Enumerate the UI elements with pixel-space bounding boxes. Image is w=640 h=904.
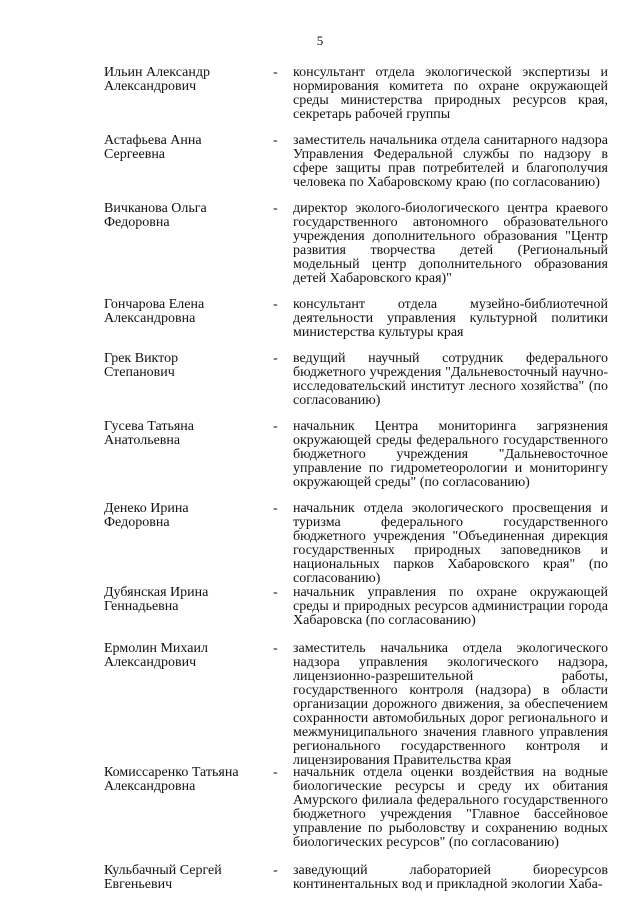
member-position: начальник отдела экологического просвещения и туризма федерального государственного бюджетного учреждения "Объединенная дирекция государственных природных заповедников и национальных парков Хабаровского края" (по согласованию) [293,501,608,586]
list-item [0,202,640,286]
member-position: начальник отдела оценки воздействия на водные биологические ресурсы и среду их обитания Амурского филиала федерального государственного бюджетного учреждения "Главное бассейновое управление по рыболовству и сохранению водных биологических ресурсов" (по согласованию) [293,765,608,850]
member-name [104,66,264,94]
list-item [0,298,640,340]
separator-dash: - [273,501,278,516]
list-item [0,766,640,850]
member-name-line-1: Дубянская Ирина [104,585,209,600]
member-name-line-2: Сергеевна [104,147,166,162]
member-name [104,502,264,530]
page-number: 5 [316,33,324,48]
list-item [0,501,640,586]
member-list [0,66,640,892]
member-name-line-1: Грек Виктор [104,351,179,366]
member-name-line-1: Вичканова Ольга [104,201,207,216]
member-name-line-1: Гончарова Елена [104,297,205,312]
separator-dash: - [273,133,278,148]
member-name-line-2: Александровна [104,311,196,326]
member-name [104,202,264,230]
member-name-line-1: Ермолин Михаил [104,641,208,656]
member-position: ведущий научный сотрудник федерального бюджетного учреждения "Дальневосточный научно-исследовательский институт лесного хозяйства" (по согласованию) [293,351,608,408]
list-item [0,586,640,628]
member-name [104,766,264,794]
member-position: заместитель начальника отдела экологического надзора управления экологического надзора, лицензионно-разрешительной работы, государственного контроля (надзора) в области организации дорожного движения, за обеспечением сохранности автомобильных дорог регионального и межмуниципального значения главного управления регионального государственного контроля и лицензирования Правительства края [293,641,608,768]
separator-dash: - [273,351,278,366]
list-item [0,66,640,122]
member-name [104,298,264,326]
separator-dash: - [273,65,278,80]
separator-dash: - [273,297,278,312]
member-name [104,864,264,892]
member-name-line-2: Александровна [104,779,196,794]
member-name-line-1: Астафьева Анна [104,133,202,148]
member-name-line-2: Степанович [104,365,175,380]
member-name-line-2: Геннадьевна [104,599,179,614]
member-name-line-2: Евгеньевич [104,877,173,892]
member-name-line-2: Федоровна [104,515,170,530]
separator-dash: - [273,585,278,600]
member-name-line-1: Денеко Ирина [104,501,189,516]
member-name-line-2: Александрович [104,655,197,670]
member-name-line-2: Александрович [104,79,197,94]
list-item [0,864,640,892]
member-name [104,642,264,670]
member-position: начальник управления по охране окружающей среды и природных ресурсов администрации города Хабаровска (по согласованию) [293,585,608,628]
separator-dash: - [273,419,278,434]
member-name-line-1: Ильин Александр [104,65,210,80]
member-position: директор эколого-биологического центра краевого государственного автономного образовательного учреждения дополнительного образования "Центр развития творчества детей (Региональный модельный центр дополнительного образования детей Хабаровского края)" [293,201,608,286]
member-name-line-2: Анатольевна [104,433,181,448]
member-position: консультант отдела музейно-библиотечной деятельности управления культурной политики министерства культуры края [293,297,608,340]
list-item [0,134,640,190]
member-name [104,134,264,162]
separator-dash: - [273,863,278,878]
member-name [104,352,264,380]
member-name-line-1: Кульбачный Сергей [104,863,222,878]
member-position: консультант отдела экологической экспертизы и нормирования комитета по охране окружающей среды министерства природных ресурсов края, секретарь рабочей группы [293,65,608,122]
member-position: заместитель начальника отдела санитарного надзора Управления Федеральной службы по надзору в сфере защиты прав потребителей и благополучия человека по Хабаровскому краю (по согласованию) [293,133,608,190]
member-name-line-2: Федоровна [104,215,170,230]
member-name-line-1: Гусева Татьяна [104,419,195,434]
member-name-line-1: Комиссаренко Татьяна [104,765,239,780]
list-item [0,420,640,490]
member-position: заведующий лабораторией биоресурсов континентальных вод и прикладной экологии Хаба- [293,863,608,892]
list-item [0,641,640,768]
separator-dash: - [273,641,278,656]
list-item [0,352,640,408]
member-name [104,420,264,448]
separator-dash: - [273,201,278,216]
separator-dash: - [273,765,278,780]
member-name [104,586,264,614]
member-position: начальник Центра мониторинга загрязнения окружающей среды федерального государственного бюджетного учреждения "Дальневосточное управление по гидрометеорологии и мониторингу окружающей среды" (по согласованию) [293,419,608,490]
